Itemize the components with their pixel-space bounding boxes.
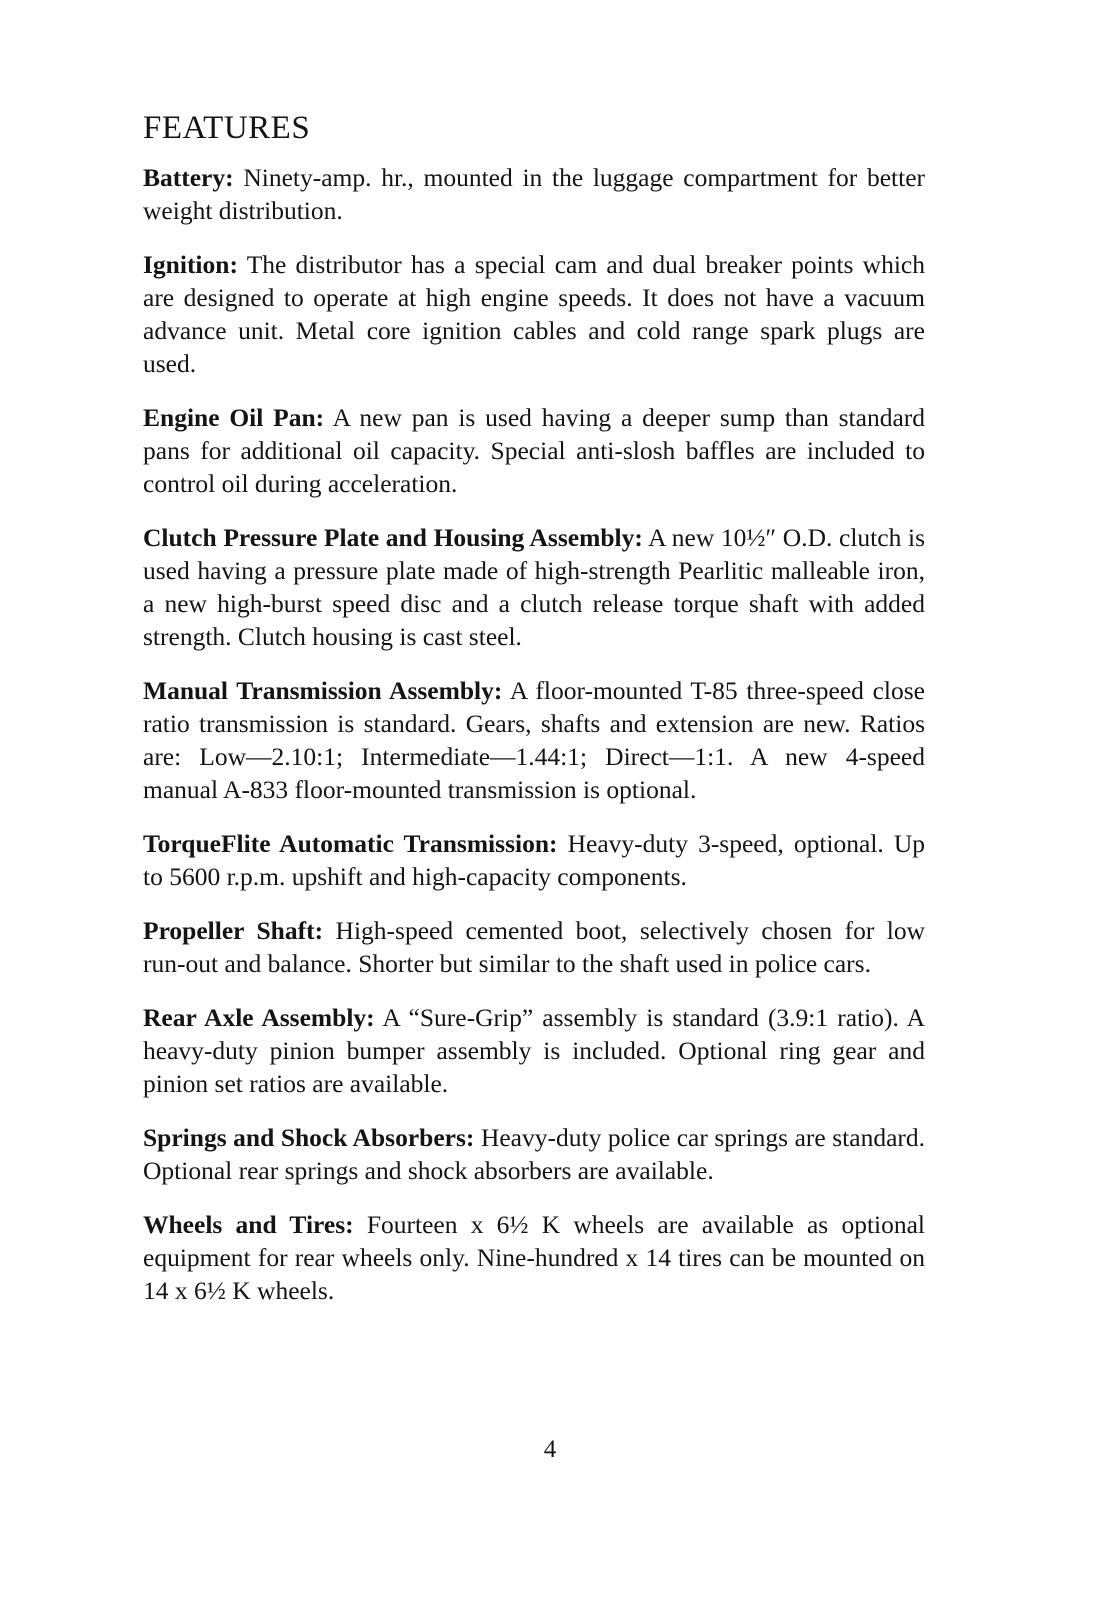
feature-clutch-pressure-plate bbox=[143, 521, 925, 653]
feature-manual-transmission bbox=[143, 674, 925, 806]
feature-text: High-speed cemented boot, selectively chosen for low run-out and balance. Shorter but similar to the shaft used in police cars. bbox=[143, 916, 926, 978]
feature-springs-shock-absorbers bbox=[143, 1121, 925, 1187]
feature-term: Ignition: bbox=[143, 250, 238, 279]
feature-term: Wheels and Tires: bbox=[143, 1210, 354, 1239]
feature-torqueflite-transmission bbox=[143, 827, 925, 893]
feature-term: TorqueFlite Automatic Transmission: bbox=[143, 829, 558, 858]
feature-term: Rear Axle Assembly: bbox=[143, 1003, 375, 1032]
feature-propeller-shaft bbox=[143, 914, 925, 980]
feature-term: Battery: bbox=[143, 163, 234, 192]
feature-text: A new pan is used having a deeper sump than standard pans for additional oil capacity. Special anti-slosh baffles are included to control oil during acceleration. bbox=[143, 403, 926, 498]
page-number: 4 bbox=[543, 1436, 557, 1463]
feature-text: A floor-mounted T-85 three-speed close ratio transmission is standard. Gears, shafts and extension are new. Ratios are: Low—2.10:1; Intermediate—1.44:1; Direct—1:1. A new 4-speed manual A-833 floor-mounted transmission is optional. bbox=[143, 676, 925, 804]
feature-text: A “Sure-Grip” assembly is standard (3.9:1 ratio). A heavy-duty pinion bumper assembly is included. Optional ring gear and pinion set ratios are available. bbox=[143, 1003, 925, 1098]
feature-text: A new 10½″ O.D. clutch is used having a pressure plate made of high-strength Pearlitic malleable iron, a new high-burst speed disc and a clutch release torque shaft with added strength. Clutch housing is cast steel. bbox=[143, 523, 925, 651]
page-heading: FEATURES bbox=[143, 110, 311, 146]
feature-term: Clutch Pressure Plate and Housing Assembly: bbox=[143, 523, 643, 552]
feature-term: Propeller Shaft: bbox=[143, 916, 324, 945]
feature-text: Ninety-amp. hr., mounted in the luggage compartment for better weight distribution. bbox=[143, 163, 926, 225]
feature-text: Heavy-duty 3-speed, optional. Up to 5600 r.p.m. upshift and high-capacity components. bbox=[143, 829, 926, 891]
document-page bbox=[143, 98, 925, 1328]
feature-text: The distributor has a special cam and dual breaker points which are designed to operate at high engine speeds. It does not have a vacuum advance unit. Metal core ignition cables and cold range spark plugs are used. bbox=[143, 250, 925, 378]
feature-ignition bbox=[143, 248, 925, 380]
feature-term: Springs and Shock Absorbers: bbox=[143, 1123, 475, 1152]
feature-term: Engine Oil Pan: bbox=[143, 403, 325, 432]
feature-wheels-tires bbox=[143, 1208, 925, 1307]
feature-battery bbox=[143, 161, 925, 227]
feature-term: Manual Transmission Assembly: bbox=[143, 676, 503, 705]
feature-text: Heavy-duty police car springs are standard. Optional rear springs and shock absorbers are available. bbox=[143, 1123, 926, 1185]
feature-rear-axle bbox=[143, 1001, 925, 1100]
feature-engine-oil-pan bbox=[143, 401, 925, 500]
feature-text: Fourteen x 6½ K wheels are available as optional equipment for rear wheels only. Nine-hundred x 14 tires can be mounted on 14 x 6½ K wheels. bbox=[143, 1210, 926, 1305]
